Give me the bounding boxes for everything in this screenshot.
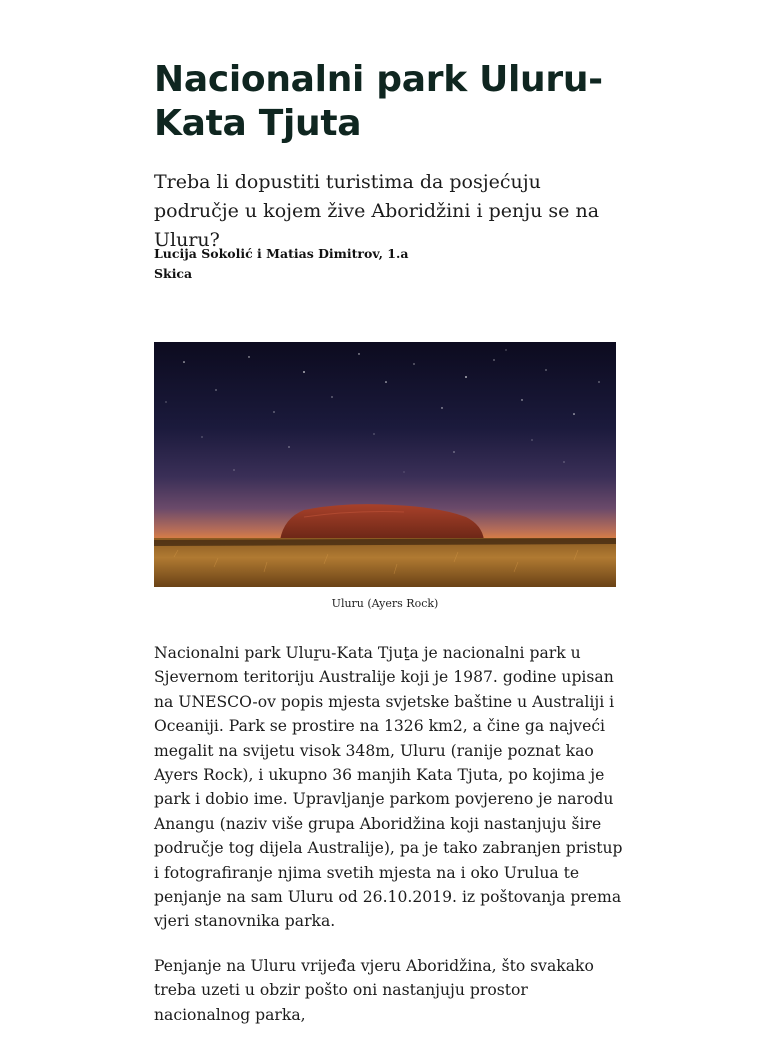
uluru-photo <box>154 342 616 587</box>
body-text <box>154 641 624 1047</box>
paragraph: Nacionalni park Uluṟu-Kata Tjuṯa je nacionalni park u Sjevernom teritoriju Australije koji je 1987. godine upisan na UNESCO-ov popis mjesta svjetske baštine u Australiji i Oceaniji. Park se prostire na 1326 km2, a čine ga najveći megalit na svijetu visok 348m, Uluru (ranije poznat kao Ayers Rock), i ukupno 36 manjih Kata Tjuta, po kojima je park i dobio ime. Upravljanje parkom povjereno je narodu Anangu (naziv više grupa Aboridžina koji nastanjuju šire područje tog dijela Australije), pa je tako zabranjen pristup i fotografiranje njima svetih mjesta na i oko Urulua te penjanje na sam Uluru od 26.10.2019. iz poštovanja prema vjeri stanovnika parka. <box>154 644 623 931</box>
article-subtitle: Treba li dopustiti turistima da posjećuju područje u kojem žive Aboridžini i penju se na Uluru? <box>154 171 600 251</box>
author-names: Lucija Sokolić i Matias Dimitrov, 1.a <box>154 246 409 261</box>
figure <box>154 342 616 610</box>
byline <box>154 244 616 284</box>
document-label: Skica <box>154 266 193 281</box>
figure-caption: Uluru (Ayers Rock) <box>331 597 439 610</box>
article-title: Nacionalni park Uluru-Kata Tjuta <box>154 59 603 144</box>
paragraph: Penjanje na Uluru vrijeđa vjeru Aboridžina, što svakako treba uzeti u obzir pošto oni nastanjuju prostor nacionalnog parka, <box>154 956 594 1024</box>
